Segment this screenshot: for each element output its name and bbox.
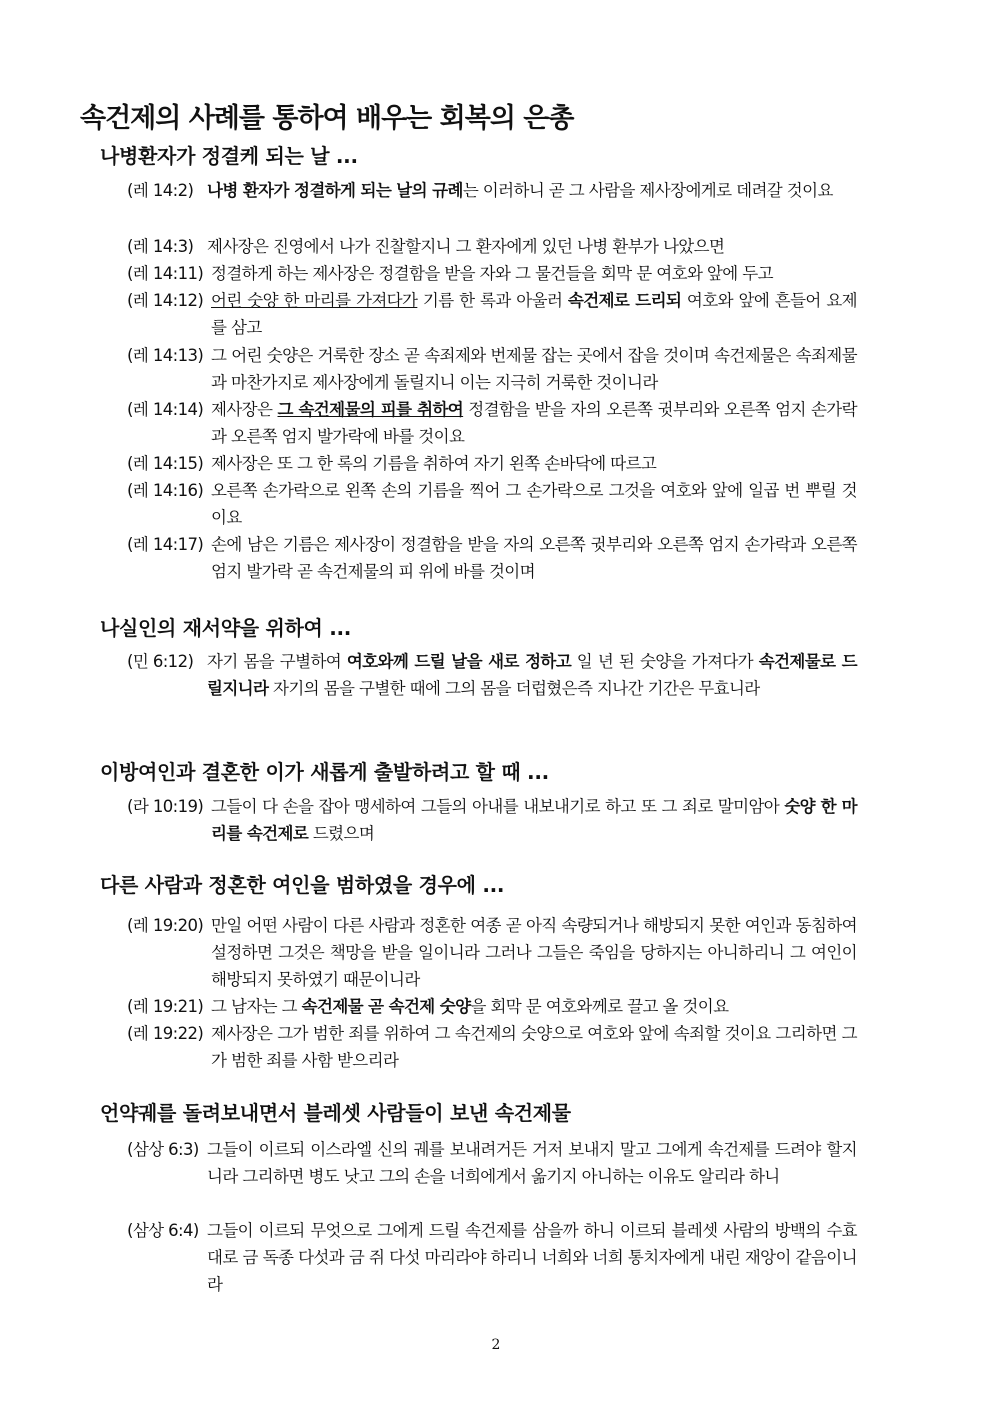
verse-text-segment: 그들이 이르되 무엇으로 그에게 드릴 속건제를 삼을까 하니 이르되 블레셋 사람의 방백의 수효대로 금 독종 다섯과 금 쥐 다섯 마리라야 하리니 너희와 너희 통치자에게 내린 재앙이 같음이니라 — [207, 1221, 857, 1294]
verse-text — [207, 1136, 857, 1190]
verse-entry — [127, 793, 857, 847]
emphasized-text: 여호와께 드릴 날을 새로 정하고 — [346, 652, 572, 671]
verse-text — [207, 648, 857, 702]
verse-text-segment: 제사장은 — [211, 400, 278, 419]
verse-entry — [127, 396, 857, 450]
verse-text-segment: 정결하게 하는 제사장은 정결함을 받을 자와 그 물건들을 회막 문 여호와 앞에 두고 — [211, 264, 773, 283]
verse-reference: (레 14:3) — [127, 237, 194, 256]
verse-text-segment: 자기 몸을 구별하여 — [207, 652, 347, 671]
verse-text — [211, 396, 857, 450]
verse-text-segment: 그들이 다 손을 잡아 맹세하여 그들의 아내를 내보내기로 하고 또 그 죄로 말미암아 — [211, 797, 785, 816]
verse-text-segment: 일 년 된 숫양을 가져다가 — [571, 652, 759, 671]
emphasized-text: 나병 환자가 정결하게 되는 날의 규례 — [207, 181, 463, 200]
emphasized-text: 숫양 한 마리를 속건제로 — [211, 797, 857, 843]
verse-entry — [127, 912, 857, 993]
verse-text-segment: 여호와 앞에 흔들어 요제를 삼고 — [211, 291, 857, 337]
verse-entry — [127, 450, 857, 477]
verse-entry — [127, 477, 857, 531]
verse-text — [211, 260, 857, 287]
section-heading: 나실인의 재서약을 위하여 ... — [100, 616, 352, 640]
verse-entry — [127, 177, 857, 204]
verse-text-segment: 자기의 몸을 구별한 때에 그의 몸을 더럽혔은즉 지나간 기간은 무효니라 — [268, 679, 760, 698]
emphasized-text: 속건제물 곧 속건제 숫양 — [301, 997, 471, 1016]
verse-entry — [127, 260, 857, 287]
verse-text — [211, 287, 857, 341]
verse-text — [211, 450, 857, 477]
verse-reference: (레 14:11) — [127, 264, 204, 283]
verse-text-segment: 제사장은 진영에서 나가 진찰할지니 그 환자에게 있던 나병 환부가 나았으면 — [207, 237, 725, 256]
verse-entry — [127, 1136, 857, 1190]
verse-reference: (레 14:15) — [127, 454, 204, 473]
verse-text-segment: 제사장은 그가 범한 죄를 위하여 그 속건제의 숫양으로 여호와 앞에 속죄할 것이요 그리하면 그가 범한 죄를 사함 받으리라 — [211, 1024, 857, 1070]
verse-reference: (레 14:13) — [127, 346, 204, 365]
verse-reference: (레 14:12) — [127, 291, 204, 310]
verse-reference: (레 14:2) — [127, 181, 194, 200]
verse-text-segment: 손에 남은 기름은 제사장이 정결함을 받을 자의 오른쪽 귓부리와 오른쪽 엄지 손가락과 오른쪽 엄지 발가락 곧 속건제물의 피 위에 바를 것이며 — [211, 535, 857, 581]
verse-reference: (레 19:20) — [127, 916, 204, 935]
verse-text — [207, 1217, 857, 1298]
emphasized-text: 속건제로 드리되 — [567, 291, 682, 310]
verse-text-segment: 는 이러하니 곧 그 사람을 제사장에게로 데려갈 것이요 — [462, 181, 833, 200]
verse-reference: (라 10:19) — [127, 797, 204, 816]
page-title: 속건제의 사례를 통하여 배우는 회복의 은총 — [80, 103, 574, 134]
verse-text-segment: 그 어린 숫양은 거룩한 장소 곧 속죄제와 번제물 잡는 곳에서 잡을 것이며 속건제물은 속죄제물과 마찬가지로 제사장에게 돌릴지니 이는 지극히 거룩한 것이니라 — [211, 346, 857, 392]
verse-text — [211, 531, 857, 585]
verse-text — [207, 233, 857, 260]
verse-text-segment: 그들이 이르되 이스라엘 신의 궤를 보내려거든 거저 보내지 말고 그에게 속건제를 드려야 할지니라 그리하면 병도 낫고 그의 손을 너희에게서 옮기지 아니하는 이유도 알리라 하니 — [207, 1140, 857, 1186]
verse-text-segment: 기름 한 록과 아울러 — [417, 291, 568, 310]
section-heading: 다른 사람과 정혼한 여인을 범하였을 경우에 ... — [100, 873, 505, 897]
verse-reference: (레 14:14) — [127, 400, 204, 419]
page-number: 2 — [491, 1337, 501, 1353]
verse-text-segment: 정결함을 받을 자의 오른쪽 귓부리와 오른쪽 엄지 손가락과 오른쪽 엄지 발가락에 바를 것이요 — [211, 400, 857, 446]
section-heading: 언약궤를 돌려보내면서 블레셋 사람들이 보낸 속건제물 — [100, 1101, 571, 1125]
verse-text-segment: 만일 어떤 사람이 다른 사람과 정혼한 여종 곧 아직 속량되거나 해방되지 못한 여인과 동침하여 설정하면 그것은 책망을 받을 일이니라 그러나 그들은 죽임을 당하지는 아니하리니 그 여인이 해방되지 못하였기 때문이니라 — [211, 916, 857, 989]
emphasized-text: 속건제물로 드릴지니라 — [207, 652, 857, 698]
verse-entry — [127, 287, 857, 341]
verse-entry — [127, 1020, 857, 1074]
verse-text — [211, 1020, 857, 1074]
verse-text — [211, 912, 857, 993]
verse-entry — [127, 1217, 857, 1298]
verse-entry — [127, 648, 857, 702]
verse-text — [211, 477, 857, 531]
verse-reference: (레 19:22) — [127, 1024, 204, 1043]
emphasized-text: 그 속건제물의 피를 취하여 — [277, 400, 464, 419]
verse-reference: (삼상 6:3) — [127, 1140, 199, 1159]
section-heading: 나병환자가 정결케 되는 날 ... — [100, 144, 358, 168]
verse-reference: (레 19:21) — [127, 997, 204, 1016]
verse-text-segment: 그 남자는 그 — [211, 997, 302, 1016]
verse-reference: (레 14:16) — [127, 481, 204, 500]
verse-text-segment: 드렸으며 — [308, 824, 375, 843]
verse-entry — [127, 993, 857, 1020]
underlined-text: 어린 숫양 한 마리를 가져다가 — [211, 291, 418, 310]
verse-text — [211, 993, 857, 1020]
verse-text — [211, 793, 857, 847]
verse-reference: (민 6:12) — [127, 652, 194, 671]
verse-text-segment: 을 회막 문 여호와께로 끌고 올 것이요 — [470, 997, 729, 1016]
verse-text — [211, 342, 857, 396]
section-heading: 이방여인과 결혼한 이가 새롭게 출발하려고 할 때 ... — [100, 760, 549, 784]
verse-reference: (삼상 6:4) — [127, 1221, 199, 1240]
verse-text — [207, 177, 857, 204]
verse-text-segment: 제사장은 또 그 한 록의 기름을 취하여 자기 왼쪽 손바닥에 따르고 — [211, 454, 657, 473]
verse-entry — [127, 233, 857, 260]
verse-text-segment: 오른쪽 손가락으로 왼쪽 손의 기름을 찍어 그 손가락으로 그것을 여호와 앞에 일곱 번 뿌릴 것이요 — [211, 481, 857, 527]
verse-reference: (레 14:17) — [127, 535, 204, 554]
verse-entry — [127, 342, 857, 396]
verse-entry — [127, 531, 857, 585]
